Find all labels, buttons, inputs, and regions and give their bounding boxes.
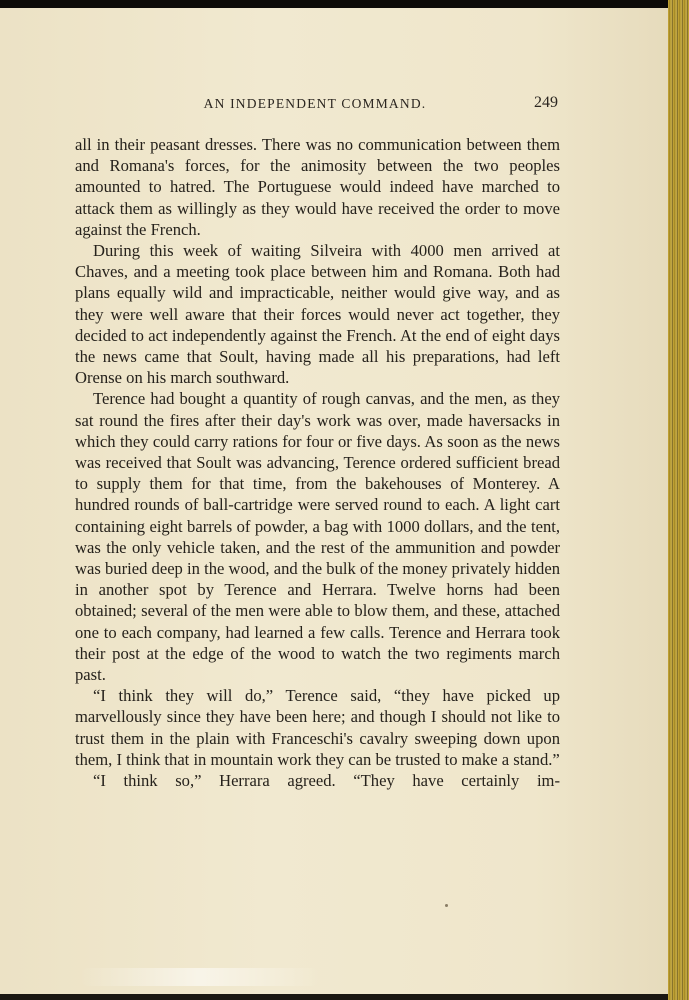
paragraph: During this week of waiting Silveira with 4000 men arrived at Chaves, and a meeting took place between him and Romana. Both had plans equally wild and impracticable, neither would give way, and as they were well aware that their forces would never act together, they decided to act independently against the French. At the end of eight days the news came that Soult, having made all his preparations, had left Orense on his march southward. [75,241,560,388]
book-page [0,8,669,994]
paragraph: “I think so,” Herrara agreed. “They have certainly im- [93,771,560,791]
ink-speck [445,904,448,907]
paragraph: all in their peasant dresses. There was no communication between them and Romana's forces, for the animosity between the two peoples amounted to hatred. The Portuguese would indeed have marched to attack them as willingly as they would have received the order to move against the French. [75,135,560,239]
page-number: 249 [534,94,558,111]
paper-smudge [80,968,320,986]
body-text [75,134,560,791]
gilt-page-edges [668,0,689,1000]
paragraph: “I think they will do,” Terence said, “they have picked up marvellously since they have been here; and though I should not like to trust them in the plain with Franceschi's cavalry sweeping down upon them, I think that in mountain work they can be trusted to make a stand.” [75,686,560,769]
paragraph: Terence had bought a quantity of rough canvas, and the men, as they sat round the fires after their day's work was over, made haversacks in which they could carry rations for four or five days. As soon as the news was received that Soult was advancing, Terence ordered sufficient bread to supply them for that time, from the bakehouses of Monterey. A hundred rounds of ball-cartridge were served round to each. A light cart containing eight barrels of powder, a bag with 1000 dollars, and the tent, was the only vehicle taken, and the rest of the ammunition and powder was buried deep in the wood, and the bulk of the money privately hidden in another spot by Terence and Herrara. Twelve horns had been obtained; several of the men were able to blow them, and these, attached one to each company, had learned a few calls. Terence and Herrara took their post at the edge of the wood to watch the two regiments march past. [75,389,560,685]
page-header [70,90,560,114]
scan-top-border [0,0,689,8]
running-title: AN INDEPENDENT COMMAND. [203,96,427,111]
